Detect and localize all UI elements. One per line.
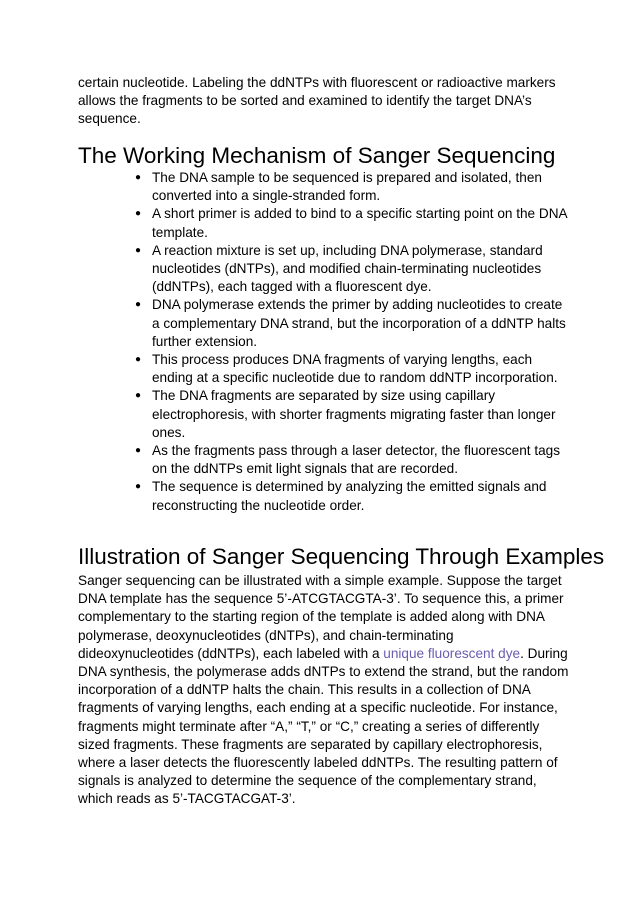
bullet-icon: ● (135, 445, 142, 457)
bullet-icon: ● (135, 208, 142, 220)
list-item (135, 351, 572, 387)
section-heading-illustration: Illustration of Sanger Sequencing Through Examples (78, 544, 605, 569)
section-heading-mechanism: The Working Mechanism of Sanger Sequencing (78, 143, 556, 168)
mechanism-bullet-list (135, 169, 572, 515)
list-item-text: The DNA sample to be sequenced is prepared and isolated, then converted into a single-stranded form. (152, 170, 542, 204)
list-item (135, 442, 572, 478)
list-item (135, 242, 572, 297)
bullet-icon: ● (135, 481, 142, 493)
list-item (135, 387, 572, 442)
list-item-text: A short primer is added to bind to a specific starting point on the DNA template. (152, 206, 567, 240)
bullet-icon: ● (135, 172, 142, 183)
fluorescent-dye-link[interactable]: unique fluorescent dye (383, 645, 521, 661)
list-item-text: DNA polymerase extends the primer by adding nucleotides to create a complementary DNA strand, but the incorporation of a ddNTP halts further extension. (152, 297, 566, 349)
list-item (135, 205, 572, 241)
list-item-text: This process produces DNA fragments of varying lengths, each ending at a specific nucleotide due to random ddNTP incorporation. (152, 352, 558, 386)
bullet-icon: ● (135, 354, 142, 366)
list-item-text: The DNA fragments are separated by size using capillary electrophoresis, with shorter fragments migrating faster than longer ones. (152, 388, 556, 440)
list-item (135, 169, 572, 205)
intro-paragraph: certain nucleotide. Labeling the ddNTPs with fluorescent or radioactive markers allows the fragments to be sorted and examined to identify the target DNA’s sequence. (78, 75, 556, 127)
example-text-part-1: Sanger sequencing can be illustrated with a simple example. Suppose the target DNA template has the sequence 5’-ATCGTACGTA-3’. To sequence this, a primer complementary to the starting region of the template is added along with DNA polymerase, deoxynucleotides (dNTPs), and chain-terminating dideoxynucleotides (ddNTPs), each labeled with a (78, 573, 564, 661)
list-item (135, 478, 572, 514)
bullet-icon: ● (135, 244, 142, 256)
example-text-part-2: . During DNA synthesis, the polymerase adds dNTPs to extend the strand, but the random incorporation of a ddNTP halts the chain. This results in a collection of DNA fragments of varying lengths, each ending at a specific nucleotide. For instance, fragments might terminate after “A,” “T,” or “C,” creating a series of differently sized fragments. These fragments are separated by capillary electrophoresis, where a laser detects the fluorescently labeled ddNTPs. The resulting pattern of signals is analyzed to determine the sequence of the complementary strand, which reads as 5’-TACGTACGAT-3’. (78, 645, 569, 807)
bullet-icon: ● (135, 299, 142, 311)
list-item-text: As the fragments pass through a laser detector, the fluorescent tags on the ddNTPs emit light signals that are recorded. (152, 443, 561, 477)
list-item-text: The sequence is determined by analyzing the emitted signals and reconstructing the nucleotide order. (152, 479, 547, 513)
example-paragraph (78, 572, 570, 809)
bullet-icon: ● (135, 390, 142, 402)
list-item-text: A reaction mixture is set up, including DNA polymerase, standard nucleotides (dNTPs), and modified chain-terminating nucleotides (ddNTPs), each tagged with a fluorescent dye. (152, 242, 543, 295)
list-item (135, 296, 572, 351)
